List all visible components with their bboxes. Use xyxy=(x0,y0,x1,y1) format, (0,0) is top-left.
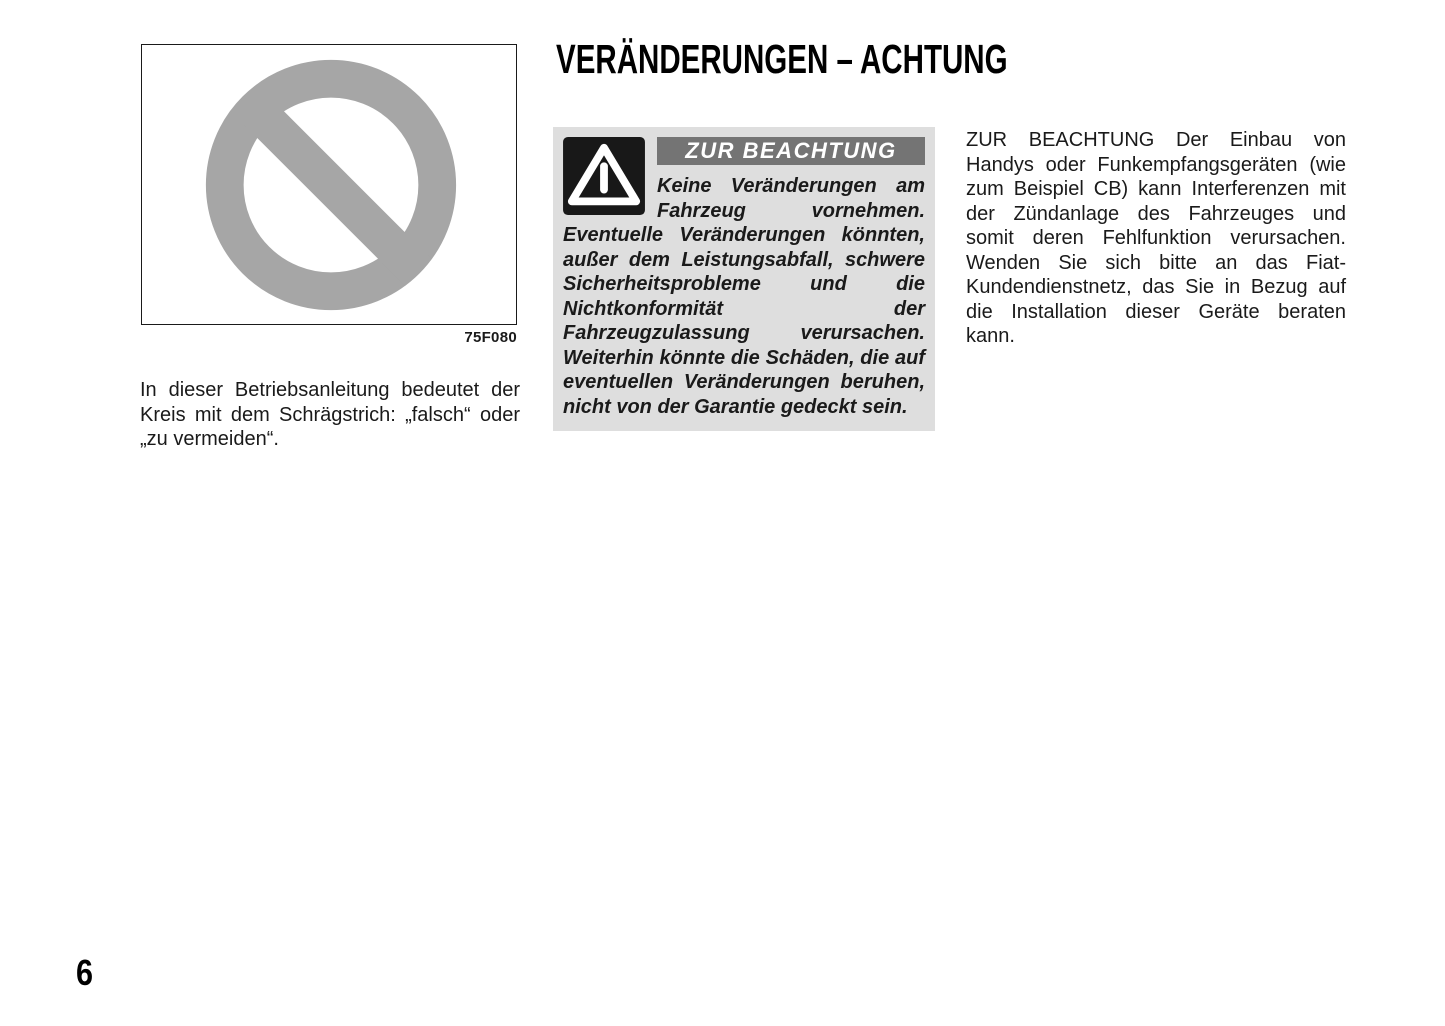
warning-header-label: ZUR BEACHTUNG xyxy=(685,138,897,163)
warning-box xyxy=(553,127,935,431)
warning-text: Keine Veränderungen am Fahrzeug vornehmen. Eventuelle Veränderungen könnten, außer dem Leistungsabfall, schwere Sicherheitsprobleme und die Nichtkonformität der Fahrzeugzulassung verursachen. Weiterhin könnte die Schäden, die auf eventuellen Veränderungen beruhen, nicht von der Garantie gedeckt sein. xyxy=(563,175,925,418)
figure-description: In dieser Betriebsanleitung bedeutet der Kreis mit dem Schrägstrich: „falsch“ oder „zu vermeiden“. xyxy=(140,379,520,450)
warning-triangle-icon xyxy=(563,137,645,215)
warning-header-bar xyxy=(657,137,925,165)
page-title: VERÄNDERUNGEN – ACHTUNG xyxy=(556,36,1008,82)
figure-frame xyxy=(141,44,517,325)
prohibition-icon xyxy=(142,45,516,324)
figure-caption: 75F080 xyxy=(464,329,517,346)
page-number: 6 xyxy=(76,952,94,993)
note-paragraph: ZUR BEACHTUNG Der Einbau von Handys oder Funkempfangsgeräten (wie zum Beispiel CB) kann Interferenzen mit der Zündanlage des Fahrzeuges und somit deren Fehlfunktion verursachen. Wenden Sie sich bitte an das Fiat-Kundendienstnetz, das Sie in Bezug auf die Installation dieser Geräte beraten kann. xyxy=(966,129,1346,347)
